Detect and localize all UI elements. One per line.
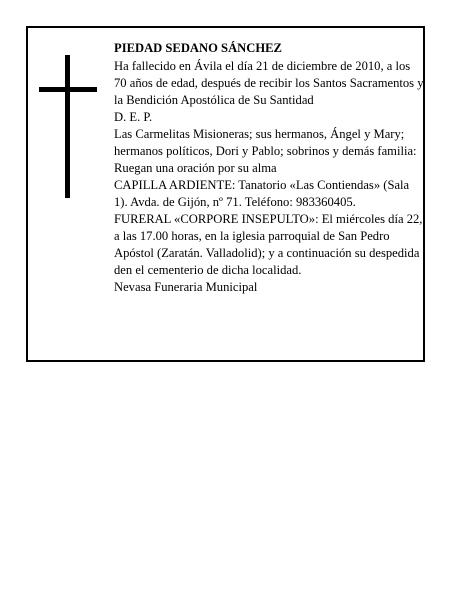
rip-line: D. E. P.: [114, 110, 153, 124]
cross-icon: [39, 55, 97, 198]
deceased-name: PIEDAD SEDANO SÁNCHEZ: [114, 41, 282, 55]
cross-horizontal-bar: [39, 87, 97, 92]
obituary-notice: [26, 26, 425, 362]
notice-text: [114, 40, 424, 296]
cross-vertical-bar: [65, 55, 70, 198]
death-announcement: Ha fallecido en Ávila el día 21 de diciembre de 2010, a los 70 años de edad, después de recibir los Santos Sacramentos y la Bendición Apostólica de Su Santidad: [114, 59, 424, 107]
chapel-info: CAPILLA ARDIENTE: Tanatorio «Las Contiendas» (Sala 1). Avda. de Gijón, nº 71. Teléfono: 983360405.: [114, 178, 410, 209]
funeral-info: FURERAL «CORPORE INSEPULTO»: El miércoles día 22, a las 17.00 horas, en la iglesia parroquial de San Pedro Apóstol (Zaratán. Valladolid); y a continuación su despedida den el cementerio de dicha localidad.: [114, 212, 423, 277]
funeral-home: Nevasa Funeraria Municipal: [114, 280, 258, 294]
prayer-request: Ruegan una oración por su alma: [114, 161, 277, 175]
family-list: Las Carmelitas Misioneras; sus hermanos, Ángel y Mary; hermanos políticos, Dori y Pablo; sobrinos y demás familia:: [114, 127, 417, 158]
